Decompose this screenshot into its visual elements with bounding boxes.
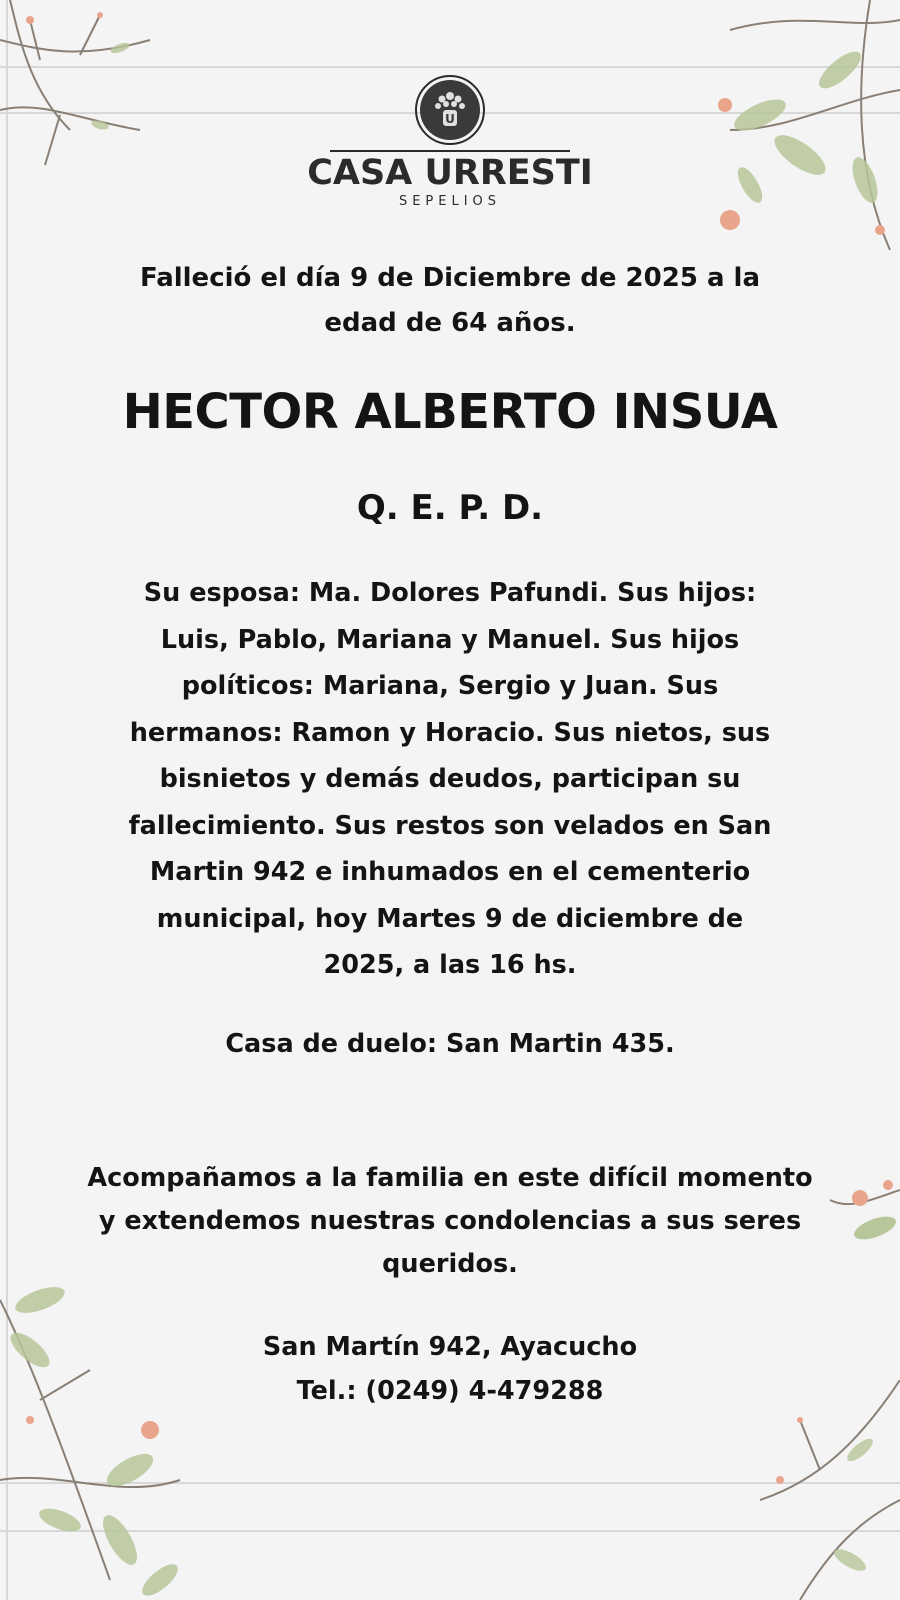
death-line: Falleció el día 9 de Diciembre de 2025 a la [139, 263, 761, 293]
family-line: bisnietos y demás deudos, participan su [159, 764, 741, 794]
family-line: 2025, a las 16 hs. [323, 950, 577, 980]
family-line: políticos: Mariana, Sergio y Juan. Sus [181, 671, 719, 701]
death-line: edad de 64 años. [324, 308, 576, 338]
closing-line: y extendemos nuestras condolencias a sus seres [98, 1206, 802, 1236]
condolences-paragraph [0, 1157, 900, 1286]
family-line: Su esposa: Ma. Dolores Pafundi. Sus hijos: [143, 578, 757, 608]
brand-name: CASA URRESTI [307, 153, 593, 193]
family-line: municipal, hoy Martes 9 de diciembre de [156, 903, 744, 934]
frame-line-top [0, 66, 900, 68]
brand-subtitle: SEPELIOS [398, 194, 502, 209]
family-line: Luis, Pablo, Mariana y Manuel. Sus hijos [160, 624, 740, 655]
address-text: San Martín 942, Ayacucho [262, 1332, 638, 1362]
phone-text: Tel.: (0249) 4-479288 [296, 1376, 604, 1406]
logo-rule [330, 150, 570, 152]
family-line: hermanos: Ramon y Horacio. Sus nietos, sus [129, 717, 771, 748]
closing-line: Acompañamos a la familia en este difícil momento [87, 1163, 813, 1193]
qepd-text: Q. E. P. D. [356, 488, 544, 528]
death-date-text [0, 256, 900, 346]
closing-line: queridos. [382, 1249, 518, 1279]
tree-emblem-icon [414, 74, 486, 146]
frame-line-bottom [0, 1482, 900, 1484]
mourning-house: Casa de duelo: San Martin 435. [225, 1029, 675, 1059]
family-paragraph [0, 570, 900, 989]
deceased-name: HECTOR ALBERTO INSUA [122, 384, 778, 440]
brand-logo [0, 74, 900, 209]
family-line: fallecimiento. Sus restos son velados en San [128, 810, 772, 841]
emblem-letter: U [445, 112, 455, 126]
floral-branch-bottom-right [740, 1380, 900, 1600]
family-line: Martin 942 e inhumados en el cementerio [149, 857, 751, 887]
contact-block [0, 1325, 900, 1413]
frame-line-bottom-2 [0, 1530, 900, 1532]
